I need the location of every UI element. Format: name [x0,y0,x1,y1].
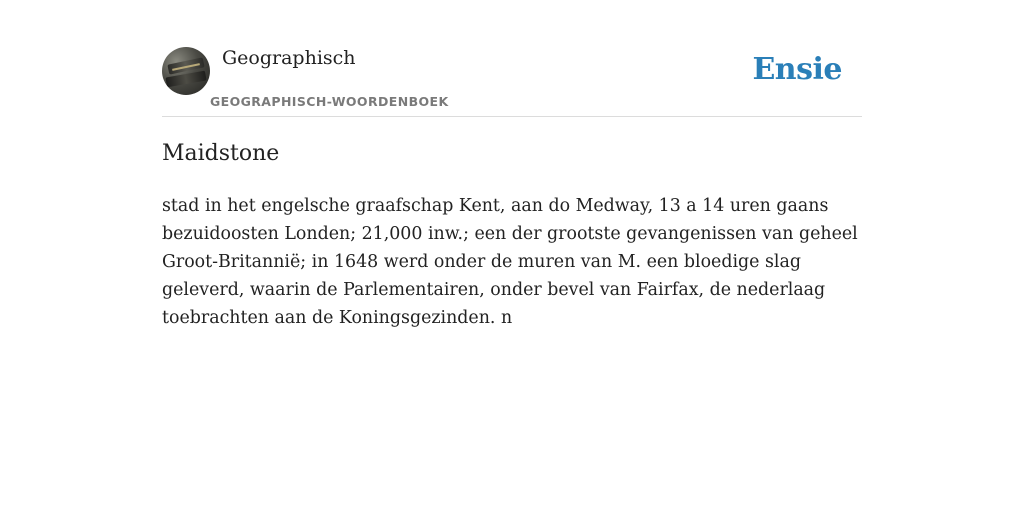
entry-body: stad in het engelsche graafschap Kent, aan do Medway, 13 a 14 uren gaans bezuidoosten Londen; 21,000 inw.; een der grootste gevangenissen van geheel Groot-Britannië; in 1648 werd onder de muren van M. een bloedige slag geleverd, waarin de Parlementairen, onder bevel van Fairfax, de nederlaag toebrachten aan de Koningsgezinden. n [162,196,858,328]
ensie-logo[interactable]: Ensie [752,52,842,87]
source-avatar-icon[interactable] [162,47,210,95]
source-title[interactable]: Geographisch [222,47,356,69]
source-subtitle[interactable]: GEOGRAPHISCH-WOORDENBOEK [210,94,449,109]
entry-title: Maidstone [162,141,280,166]
source-header [162,44,862,117]
